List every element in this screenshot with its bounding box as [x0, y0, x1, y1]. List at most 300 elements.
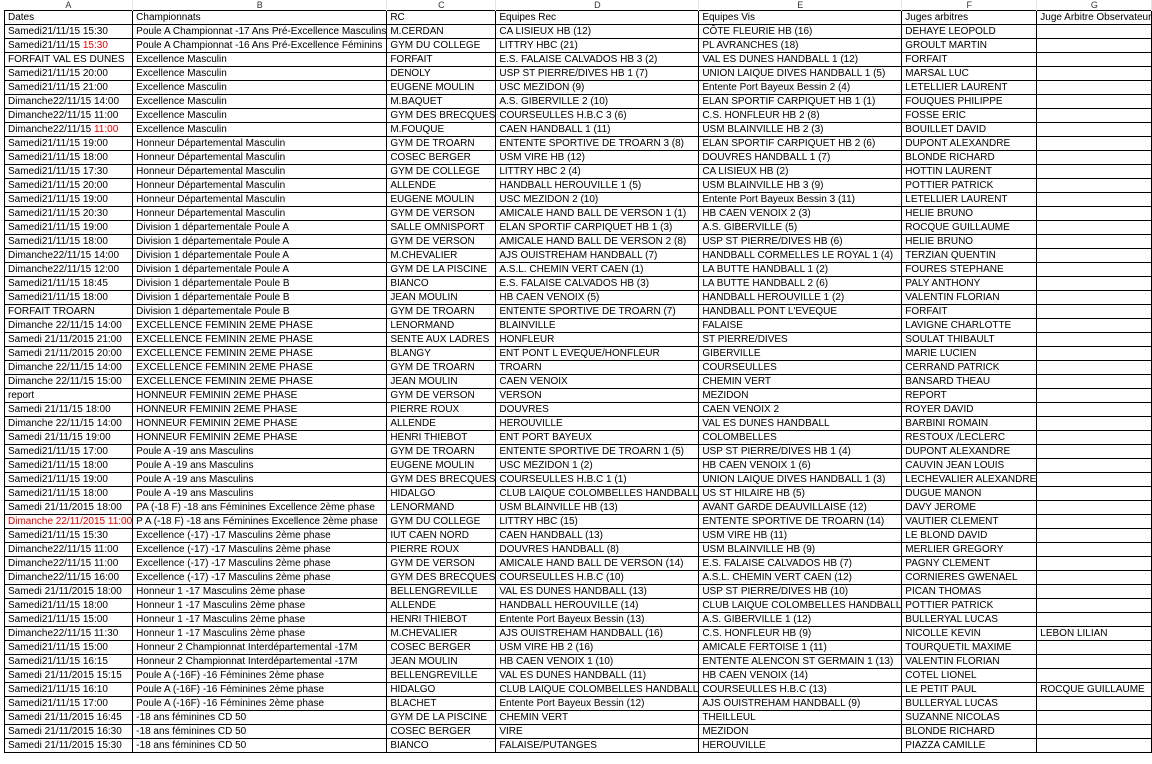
- cell-home-team[interactable]: VIRE: [496, 725, 699, 739]
- cell-date[interactable]: Samedi21/11/15 19:00: [5, 193, 133, 207]
- cell-referees[interactable]: CERRAND PATRICK: [902, 361, 1037, 375]
- cell-rc[interactable]: BELLENGREVILLE: [387, 585, 496, 599]
- cell-rc[interactable]: BLANGY: [387, 347, 496, 361]
- cell-away-team[interactable]: USM BLAINVILLE HB 2 (3): [699, 123, 902, 137]
- cell-date[interactable]: Samedi21/11/15 17:00: [5, 697, 133, 711]
- column-letter-d[interactable]: D: [496, 0, 699, 11]
- cell-date[interactable]: Dimanche22/11/15 12:00: [5, 263, 133, 277]
- cell-away-team[interactable]: CHEMIN VERT: [699, 375, 902, 389]
- cell-rc[interactable]: JEAN MOULIN: [387, 375, 496, 389]
- cell-championship[interactable]: Honneur Départemental Masculin: [133, 137, 387, 151]
- cell-rc[interactable]: ALLENDE: [387, 599, 496, 613]
- cell-date[interactable]: Samedi21/11/15 18:00: [5, 487, 133, 501]
- cell-home-team[interactable]: CHEMIN VERT: [496, 711, 699, 725]
- cell-rc[interactable]: JEAN MOULIN: [387, 291, 496, 305]
- cell-referees[interactable]: PALY ANTHONY: [902, 277, 1037, 291]
- cell-rc[interactable]: DENOLY: [387, 67, 496, 81]
- cell-rc[interactable]: COSEC BERGER: [387, 151, 496, 165]
- cell-referees[interactable]: HELIE BRUNO: [902, 207, 1037, 221]
- cell-rc[interactable]: GYM DE TROARN: [387, 137, 496, 151]
- cell-championship[interactable]: Division 1 départementale Poule A: [133, 249, 387, 263]
- cell-date[interactable]: Samedi21/11/15 18:45: [5, 277, 133, 291]
- cell-observer[interactable]: [1037, 361, 1152, 375]
- cell-away-team[interactable]: VAL ES DUNES HANDBALL 1 (12): [699, 53, 902, 67]
- cell-home-team[interactable]: TROARN: [496, 361, 699, 375]
- cell-championship[interactable]: -18 ans féminines CD 50: [133, 739, 387, 753]
- cell-observer[interactable]: [1037, 739, 1152, 753]
- cell-rc[interactable]: GYM DE COLLEGE: [387, 165, 496, 179]
- cell-observer[interactable]: [1037, 67, 1152, 81]
- cell-observer[interactable]: [1037, 207, 1152, 221]
- cell-championship[interactable]: Honneur Départemental Masculin: [133, 179, 387, 193]
- cell-away-team[interactable]: HB CAEN VENOIX (14): [699, 669, 902, 683]
- cell-observer[interactable]: [1037, 249, 1152, 263]
- cell-date[interactable]: Dimanche 22/11/15 14:00: [5, 361, 133, 375]
- cell-referees[interactable]: LE PETIT PAUL: [902, 683, 1037, 697]
- cell-observer[interactable]: [1037, 501, 1152, 515]
- cell-home-team[interactable]: Entente Port Bayeux Bessin (13): [496, 613, 699, 627]
- cell-date[interactable]: FORFAIT TROARN: [5, 305, 133, 319]
- cell-date[interactable]: Samedi21/11/15 18:00: [5, 459, 133, 473]
- cell-observer[interactable]: [1037, 109, 1152, 123]
- cell-date[interactable]: [5, 123, 133, 137]
- cell-referees[interactable]: RESTOUX /LECLERC: [902, 431, 1037, 445]
- cell-rc[interactable]: GYM DES BRECQUES: [387, 571, 496, 585]
- cell-rc[interactable]: GYM DES BRECQUES: [387, 473, 496, 487]
- cell-referees[interactable]: MARIE LUCIEN: [902, 347, 1037, 361]
- cell-championship[interactable]: HONNEUR FEMININ 2EME PHASE: [133, 389, 387, 403]
- cell-away-team[interactable]: MEZIDON: [699, 725, 902, 739]
- cell-observer[interactable]: [1037, 431, 1152, 445]
- cell-rc[interactable]: EUGENE MOULIN: [387, 459, 496, 473]
- cell-rc[interactable]: M.CHEVALIER: [387, 249, 496, 263]
- cell-date[interactable]: Dimanche22/11/15 16:00: [5, 571, 133, 585]
- cell-observer[interactable]: [1037, 53, 1152, 67]
- cell-date[interactable]: Samedi 21/11/2015 21:00: [5, 333, 133, 347]
- cell-away-team[interactable]: ELAN SPORTIF CARPIQUET HB 1 (1): [699, 95, 902, 109]
- cell-away-team[interactable]: UNION LAIQUE DIVES HANDBALL 1 (3): [699, 473, 902, 487]
- cell-rc[interactable]: BLACHET: [387, 697, 496, 711]
- cell-championship[interactable]: Excellence (-17) -17 Masculins 2ème phase: [133, 557, 387, 571]
- cell-observer[interactable]: [1037, 179, 1152, 193]
- cell-referees[interactable]: PICAN THOMAS: [902, 585, 1037, 599]
- cell-away-team[interactable]: COURSEULLES H.B.C (13): [699, 683, 902, 697]
- column-letter-f[interactable]: F: [902, 0, 1037, 11]
- cell-championship[interactable]: Division 1 départementale Poule A: [133, 221, 387, 235]
- cell-away-team[interactable]: GIBERVILLE: [699, 347, 902, 361]
- cell-observer[interactable]: [1037, 417, 1152, 431]
- cell-date[interactable]: Dimanche22/11/15 11:00: [5, 557, 133, 571]
- cell-date[interactable]: Dimanche 22/11/15 14:00: [5, 417, 133, 431]
- cell-rc[interactable]: GYM DE VERSON: [387, 389, 496, 403]
- cell-date[interactable]: Samedi21/11/15 15:30: [5, 529, 133, 543]
- cell-away-team[interactable]: C.S. HONFLEUR HB 2 (8): [699, 109, 902, 123]
- cell-rc[interactable]: PIERRE ROUX: [387, 543, 496, 557]
- cell-date[interactable]: Samedi21/11/15 16:10: [5, 683, 133, 697]
- cell-championship[interactable]: HONNEUR FEMININ 2EME PHASE: [133, 403, 387, 417]
- cell-home-team[interactable]: DOUVRES HANDBALL (8): [496, 543, 699, 557]
- cell-rc[interactable]: ALLENDE: [387, 179, 496, 193]
- cell-date[interactable]: Dimanche 22/11/15 15:00: [5, 375, 133, 389]
- cell-away-team[interactable]: AVANT GARDE DEAUVILLAISE (12): [699, 501, 902, 515]
- cell-date[interactable]: Samedi21/11/15 17:30: [5, 165, 133, 179]
- cell-observer[interactable]: [1037, 515, 1152, 529]
- cell-date[interactable]: Samedi 21/11/2015 15:30: [5, 739, 133, 753]
- cell-championship[interactable]: HONNEUR FEMININ 2EME PHASE: [133, 431, 387, 445]
- cell-observer[interactable]: [1037, 571, 1152, 585]
- cell-date[interactable]: Samedi 21/11/2015 18:00: [5, 501, 133, 515]
- cell-championship[interactable]: EXCELLENCE FEMININ 2EME PHASE: [133, 333, 387, 347]
- cell-home-team[interactable]: A.S. GIBERVILLE 2 (10): [496, 95, 699, 109]
- cell-referees[interactable]: DAVY JEROME: [902, 501, 1037, 515]
- column-letter-a[interactable]: A: [5, 0, 133, 11]
- cell-home-team[interactable]: LITTRY HBC (15): [496, 515, 699, 529]
- cell-rc[interactable]: PIERRE ROUX: [387, 403, 496, 417]
- cell-referees[interactable]: HELIE BRUNO: [902, 235, 1037, 249]
- cell-away-team[interactable]: HANDBALL CORMELLES LE ROYAL 1 (4): [699, 249, 902, 263]
- cell-referees[interactable]: FOSSE ERIC: [902, 109, 1037, 123]
- cell-rc[interactable]: GYM DE LA PISCINE: [387, 263, 496, 277]
- cell-referees[interactable]: REPORT: [902, 389, 1037, 403]
- cell-home-team[interactable]: USC MEZIDON 2 (10): [496, 193, 699, 207]
- cell-home-team[interactable]: ENTENTE SPORTIVE DE TROARN 3 (8): [496, 137, 699, 151]
- cell-rc[interactable]: GYM DE VERSON: [387, 207, 496, 221]
- cell-home-team[interactable]: COURSEULLES H.B.C (10): [496, 571, 699, 585]
- cell-observer[interactable]: [1037, 669, 1152, 683]
- cell-date[interactable]: Samedi21/11/15 20:00: [5, 67, 133, 81]
- cell-referees[interactable]: NICOLLE KEVIN: [902, 627, 1037, 641]
- cell-away-team[interactable]: VAL ES DUNES HANDBALL: [699, 417, 902, 431]
- cell-observer[interactable]: [1037, 291, 1152, 305]
- cell-home-team[interactable]: AJS OUISTREHAM HANDBALL (7): [496, 249, 699, 263]
- cell-date[interactable]: FORFAIT VAL ES DUNES: [5, 53, 133, 67]
- cell-away-team[interactable]: COLOMBELLES: [699, 431, 902, 445]
- cell-away-team[interactable]: USM BLAINVILLE HB (9): [699, 543, 902, 557]
- cell-date[interactable]: Samedi21/11/15 18:00: [5, 151, 133, 165]
- cell-observer[interactable]: [1037, 655, 1152, 669]
- cell-date[interactable]: Samedi 21/11/15 19:00: [5, 431, 133, 445]
- cell-home-team[interactable]: E.S. FALAISE CALVADOS HB 3 (2): [496, 53, 699, 67]
- cell-championship[interactable]: Honneur 1 -17 Masculins 2ème phase: [133, 627, 387, 641]
- cell-away-team[interactable]: HANDBALL HEROUVILLE 1 (2): [699, 291, 902, 305]
- cell-home-team[interactable]: HB CAEN VENOIX (5): [496, 291, 699, 305]
- cell-championship[interactable]: Excellence (-17) -17 Masculins 2ème phase: [133, 529, 387, 543]
- cell-home-team[interactable]: AMICALE HAND BALL DE VERSON 2 (8): [496, 235, 699, 249]
- cell-date[interactable]: Samedi21/11/15 19:00: [5, 473, 133, 487]
- cell-rc[interactable]: BIANCO: [387, 739, 496, 753]
- cell-rc[interactable]: SENTE AUX LADRES: [387, 333, 496, 347]
- cell-observer[interactable]: [1037, 375, 1152, 389]
- cell-home-team[interactable]: USM VIRE HB 2 (16): [496, 641, 699, 655]
- cell-home-team[interactable]: USC MEZIDON (9): [496, 81, 699, 95]
- cell-observer[interactable]: [1037, 165, 1152, 179]
- cell-home-team[interactable]: Entente Port Bayeux Bessin (12): [496, 697, 699, 711]
- cell-date[interactable]: Dimanche 22/11/2015 11:00: [5, 515, 133, 529]
- cell-rc[interactable]: LENORMAND: [387, 501, 496, 515]
- cell-home-team[interactable]: USM BLAINVILLE HB (13): [496, 501, 699, 515]
- cell-away-team[interactable]: HB CAEN VENOIX 1 (6): [699, 459, 902, 473]
- cell-home-team[interactable]: COURSEULLES H.B.C 3 (6): [496, 109, 699, 123]
- cell-home-team[interactable]: LITTRY HBC (21): [496, 39, 699, 53]
- cell-observer[interactable]: [1037, 613, 1152, 627]
- cell-referees[interactable]: MARSAL LUC: [902, 67, 1037, 81]
- cell-away-team[interactable]: AMICALE FERTOISE 1 (11): [699, 641, 902, 655]
- cell-observer[interactable]: [1037, 39, 1152, 53]
- cell-rc[interactable]: GYM DE TROARN: [387, 445, 496, 459]
- cell-rc[interactable]: GYM DE VERSON: [387, 235, 496, 249]
- cell-rc[interactable]: JEAN MOULIN: [387, 655, 496, 669]
- cell-referees[interactable]: COTEL LIONEL: [902, 669, 1037, 683]
- cell-rc[interactable]: M.FOUQUE: [387, 123, 496, 137]
- cell-date[interactable]: [5, 39, 133, 53]
- cell-observer[interactable]: [1037, 319, 1152, 333]
- header-cell-rc[interactable]: RC: [387, 11, 496, 25]
- cell-championship[interactable]: Excellence (-17) -17 Masculins 2ème phase: [133, 571, 387, 585]
- cell-home-team[interactable]: ENTENTE SPORTIVE DE TROARN 1 (5): [496, 445, 699, 459]
- cell-referees[interactable]: BARBINI ROMAIN: [902, 417, 1037, 431]
- cell-observer[interactable]: [1037, 445, 1152, 459]
- cell-home-team[interactable]: AJS OUISTREHAM HANDBALL (16): [496, 627, 699, 641]
- cell-observer[interactable]: LEBON LILIAN: [1037, 627, 1152, 641]
- cell-home-team[interactable]: A.S.L. CHEMIN VERT CAEN (1): [496, 263, 699, 277]
- cell-championship[interactable]: Excellence Masculin: [133, 81, 387, 95]
- cell-observer[interactable]: [1037, 585, 1152, 599]
- cell-observer[interactable]: [1037, 389, 1152, 403]
- cell-championship[interactable]: Excellence Masculin: [133, 53, 387, 67]
- cell-referees[interactable]: BLONDE RICHARD: [902, 151, 1037, 165]
- header-cell-away-team[interactable]: Equipes Vis: [699, 11, 902, 25]
- cell-home-team[interactable]: FALAISE/PUTANGES: [496, 739, 699, 753]
- cell-date[interactable]: Samedi21/11/15 15:00: [5, 613, 133, 627]
- cell-referees[interactable]: LECHEVALIER ALEXANDRE: [902, 473, 1037, 487]
- cell-championship[interactable]: Division 1 départementale Poule B: [133, 291, 387, 305]
- cell-championship[interactable]: Excellence Masculin: [133, 123, 387, 137]
- cell-referees[interactable]: FOURES STEPHANE: [902, 263, 1037, 277]
- cell-referees[interactable]: POTTIER PATRICK: [902, 179, 1037, 193]
- cell-home-team[interactable]: HANDBALL HEROUVILLE 1 (5): [496, 179, 699, 193]
- cell-rc[interactable]: M.BAQUET: [387, 95, 496, 109]
- cell-observer[interactable]: [1037, 543, 1152, 557]
- header-cell-home-team[interactable]: Equipes Rec: [496, 11, 699, 25]
- cell-championship[interactable]: Honneur 2 Championnat Interdépartemental -17M: [133, 641, 387, 655]
- cell-away-team[interactable]: A.S. GIBERVILLE (5): [699, 221, 902, 235]
- column-letter-e[interactable]: E: [699, 0, 902, 11]
- cell-championship[interactable]: Division 1 départementale Poule A: [133, 235, 387, 249]
- cell-referees[interactable]: TOURQUETIL MAXIME: [902, 641, 1037, 655]
- cell-rc[interactable]: ALLENDE: [387, 417, 496, 431]
- cell-referees[interactable]: DUPONT ALEXANDRE: [902, 445, 1037, 459]
- cell-home-team[interactable]: CLUB LAIQUE COLOMBELLES HANDBALL: [496, 683, 699, 697]
- cell-rc[interactable]: M.CHEVALIER: [387, 627, 496, 641]
- cell-referees[interactable]: TERZIAN QUENTIN: [902, 249, 1037, 263]
- cell-referees[interactable]: DEHAYE LEOPOLD: [902, 25, 1037, 39]
- cell-championship[interactable]: HONNEUR FEMININ 2EME PHASE: [133, 417, 387, 431]
- cell-home-team[interactable]: ENTENTE SPORTIVE DE TROARN (7): [496, 305, 699, 319]
- cell-away-team[interactable]: Entente Port Bayeux Bessin 3 (11): [699, 193, 902, 207]
- cell-observer[interactable]: [1037, 459, 1152, 473]
- cell-observer[interactable]: [1037, 123, 1152, 137]
- cell-rc[interactable]: GYM DE VERSON: [387, 557, 496, 571]
- cell-home-team[interactable]: CA LISIEUX HB (12): [496, 25, 699, 39]
- cell-referees[interactable]: DUGUE MANON: [902, 487, 1037, 501]
- cell-away-team[interactable]: FALAISE: [699, 319, 902, 333]
- cell-rc[interactable]: EUGENE MOULIN: [387, 81, 496, 95]
- cell-referees[interactable]: ROYER DAVID: [902, 403, 1037, 417]
- cell-championship[interactable]: Poule A Championnat -16 Ans Pré-Excellence Féminins: [133, 39, 387, 53]
- cell-championship[interactable]: Division 1 départementale Poule A: [133, 263, 387, 277]
- header-cell-referees[interactable]: Juges arbitres: [902, 11, 1037, 25]
- cell-championship[interactable]: Division 1 départementale Poule B: [133, 305, 387, 319]
- cell-observer[interactable]: [1037, 193, 1152, 207]
- cell-home-team[interactable]: E.S. FALAISE CALVADOS HB (3): [496, 277, 699, 291]
- cell-championship[interactable]: Honneur Départemental Masculin: [133, 165, 387, 179]
- cell-date[interactable]: Samedi21/11/15 15:00: [5, 641, 133, 655]
- cell-referees[interactable]: HOTTIN LAURENT: [902, 165, 1037, 179]
- cell-date[interactable]: Samedi21/11/15 16:15: [5, 655, 133, 669]
- cell-championship[interactable]: Excellence Masculin: [133, 109, 387, 123]
- cell-date[interactable]: Samedi21/11/15 19:00: [5, 137, 133, 151]
- cell-rc[interactable]: HIDALGO: [387, 683, 496, 697]
- cell-date[interactable]: Dimanche 22/11/15 14:00: [5, 319, 133, 333]
- cell-rc[interactable]: GYM DU COLLEGE: [387, 39, 496, 53]
- cell-referees[interactable]: FORFAIT: [902, 305, 1037, 319]
- header-cell-date[interactable]: Dates: [5, 11, 133, 25]
- cell-home-team[interactable]: AMICALE HAND BALL DE VERSON 1 (1): [496, 207, 699, 221]
- cell-rc[interactable]: EUGENE MOULIN: [387, 193, 496, 207]
- cell-referees[interactable]: PIAZZA CAMILLE: [902, 739, 1037, 753]
- cell-date[interactable]: Samedi21/11/15 20:00: [5, 179, 133, 193]
- cell-date[interactable]: Samedi 21/11/15 18:00: [5, 403, 133, 417]
- cell-championship[interactable]: Honneur 1 -17 Masculins 2ème phase: [133, 613, 387, 627]
- cell-observer[interactable]: [1037, 403, 1152, 417]
- cell-championship[interactable]: Honneur 1 -17 Masculins 2ème phase: [133, 599, 387, 613]
- cell-rc[interactable]: GYM DES BRECQUES: [387, 109, 496, 123]
- cell-date[interactable]: Samedi21/11/15 18:00: [5, 235, 133, 249]
- cell-rc[interactable]: GYM DE TROARN: [387, 305, 496, 319]
- cell-observer[interactable]: [1037, 347, 1152, 361]
- cell-referees[interactable]: VALENTIN FLORIAN: [902, 291, 1037, 305]
- header-cell-observer[interactable]: Juge Arbitre Observateur: [1037, 11, 1152, 25]
- cell-observer[interactable]: [1037, 151, 1152, 165]
- cell-rc[interactable]: HENRI THIEBOT: [387, 613, 496, 627]
- cell-observer[interactable]: [1037, 137, 1152, 151]
- cell-away-team[interactable]: ST PIERRE/DIVES: [699, 333, 902, 347]
- cell-observer[interactable]: [1037, 95, 1152, 109]
- cell-away-team[interactable]: C.S. HONFLEUR HB (9): [699, 627, 902, 641]
- cell-observer[interactable]: [1037, 473, 1152, 487]
- cell-rc[interactable]: IUT CAEN NORD: [387, 529, 496, 543]
- cell-referees[interactable]: LE BLOND DAVID: [902, 529, 1037, 543]
- cell-championship[interactable]: EXCELLENCE FEMININ 2EME PHASE: [133, 375, 387, 389]
- cell-date[interactable]: Dimanche22/11/15 14:00: [5, 95, 133, 109]
- cell-date[interactable]: Samedi21/11/15 21:00: [5, 81, 133, 95]
- cell-date[interactable]: Samedi 21/11/2015 18:00: [5, 585, 133, 599]
- cell-referees[interactable]: LETELLIER LAURENT: [902, 193, 1037, 207]
- cell-observer[interactable]: [1037, 263, 1152, 277]
- cell-date[interactable]: Dimanche22/11/15 11:00: [5, 543, 133, 557]
- cell-championship[interactable]: Excellence Masculin: [133, 95, 387, 109]
- cell-away-team[interactable]: CAEN VENOIX 2: [699, 403, 902, 417]
- cell-referees[interactable]: BOUILLET DAVID: [902, 123, 1037, 137]
- cell-championship[interactable]: EXCELLENCE FEMININ 2EME PHASE: [133, 347, 387, 361]
- cell-home-team[interactable]: HB CAEN VENOIX 1 (10): [496, 655, 699, 669]
- cell-referees[interactable]: SOULAT THIBAULT: [902, 333, 1037, 347]
- cell-rc[interactable]: M.CERDAN: [387, 25, 496, 39]
- cell-away-team[interactable]: THEILLEUL: [699, 711, 902, 725]
- cell-home-team[interactable]: USC MEZIDON 1 (2): [496, 459, 699, 473]
- cell-home-team[interactable]: COURSEULLES H.B.C 1 (1): [496, 473, 699, 487]
- cell-referees[interactable]: PAGNY CLEMENT: [902, 557, 1037, 571]
- cell-away-team[interactable]: E.S. FALAISE CALVADOS HB (7): [699, 557, 902, 571]
- cell-referees[interactable]: BULLERYAL LUCAS: [902, 697, 1037, 711]
- cell-observer[interactable]: [1037, 305, 1152, 319]
- cell-rc[interactable]: HIDALGO: [387, 487, 496, 501]
- header-cell-championship[interactable]: Championnats: [133, 11, 387, 25]
- cell-date[interactable]: Samedi21/11/15 19:00: [5, 221, 133, 235]
- cell-referees[interactable]: POTTIER PATRICK: [902, 599, 1037, 613]
- cell-away-team[interactable]: HB CAEN VENOIX 2 (3): [699, 207, 902, 221]
- cell-date[interactable]: Samedi21/11/15 18:00: [5, 599, 133, 613]
- cell-championship[interactable]: Poule A (-16F) -16 Féminines 2ème phase: [133, 683, 387, 697]
- cell-rc[interactable]: SALLE OMNISPORT: [387, 221, 496, 235]
- cell-referees[interactable]: BANSARD THEAU: [902, 375, 1037, 389]
- cell-date[interactable]: Dimanche22/11/15 11:30: [5, 627, 133, 641]
- cell-championship[interactable]: Division 1 départementale Poule B: [133, 277, 387, 291]
- cell-date[interactable]: Samedi21/11/15 15:30: [5, 25, 133, 39]
- cell-observer[interactable]: [1037, 221, 1152, 235]
- cell-referees[interactable]: CAUVIN JEAN LOUIS: [902, 459, 1037, 473]
- cell-rc[interactable]: BELLENGREVILLE: [387, 669, 496, 683]
- cell-observer[interactable]: [1037, 711, 1152, 725]
- cell-referees[interactable]: DUPONT ALEXANDRE: [902, 137, 1037, 151]
- cell-home-team[interactable]: USM VIRE HB (12): [496, 151, 699, 165]
- cell-away-team[interactable]: HEROUVILLE: [699, 739, 902, 753]
- cell-championship[interactable]: Honneur Départemental Masculin: [133, 193, 387, 207]
- cell-championship[interactable]: Poule A Championnat -17 Ans Pré-Excellence Masculins: [133, 25, 387, 39]
- cell-home-team[interactable]: BLAINVILLE: [496, 319, 699, 333]
- cell-home-team[interactable]: ENT PONT L EVEQUE/HONFLEUR: [496, 347, 699, 361]
- cell-away-team[interactable]: COURSEULLES: [699, 361, 902, 375]
- cell-championship[interactable]: Excellence (-17) -17 Masculins 2ème phase: [133, 543, 387, 557]
- cell-home-team[interactable]: VAL ES DUNES HANDBALL (11): [496, 669, 699, 683]
- cell-championship[interactable]: Honneur Départemental Masculin: [133, 207, 387, 221]
- cell-home-team[interactable]: ENT PORT BAYEUX: [496, 431, 699, 445]
- cell-rc[interactable]: HENRI THIEBOT: [387, 431, 496, 445]
- cell-referees[interactable]: MERLIER GREGORY: [902, 543, 1037, 557]
- cell-rc[interactable]: COSEC BERGER: [387, 641, 496, 655]
- cell-away-team[interactable]: ELAN SPORTIF CARPIQUET HB 2 (6): [699, 137, 902, 151]
- cell-away-team[interactable]: USM VIRE HB (11): [699, 529, 902, 543]
- cell-away-team[interactable]: UNION LAIQUE DIVES HANDBALL 1 (5): [699, 67, 902, 81]
- cell-home-team[interactable]: VERSON: [496, 389, 699, 403]
- cell-away-team[interactable]: USM BLAINVILLE HB 3 (9): [699, 179, 902, 193]
- cell-championship[interactable]: EXCELLENCE FEMININ 2EME PHASE: [133, 319, 387, 333]
- cell-away-team[interactable]: LA BUTTE HANDBALL 1 (2): [699, 263, 902, 277]
- cell-observer[interactable]: [1037, 529, 1152, 543]
- cell-date[interactable]: Samedi21/11/15 18:00: [5, 291, 133, 305]
- cell-observer[interactable]: [1037, 599, 1152, 613]
- cell-away-team[interactable]: MEZIDON: [699, 389, 902, 403]
- cell-referees[interactable]: LAVIGNE CHARLOTTE: [902, 319, 1037, 333]
- cell-date[interactable]: Samedi 21/11/2015 15:15: [5, 669, 133, 683]
- cell-observer[interactable]: [1037, 725, 1152, 739]
- cell-championship[interactable]: Poule A -19 ans Masculins: [133, 487, 387, 501]
- cell-championship[interactable]: -18 ans féminines CD 50: [133, 711, 387, 725]
- cell-home-team[interactable]: CAEN HANDBALL 1 (11): [496, 123, 699, 137]
- cell-rc[interactable]: GYM DU COLLEGE: [387, 515, 496, 529]
- cell-observer[interactable]: [1037, 333, 1152, 347]
- cell-date[interactable]: Samedi 21/11/2015 20:00: [5, 347, 133, 361]
